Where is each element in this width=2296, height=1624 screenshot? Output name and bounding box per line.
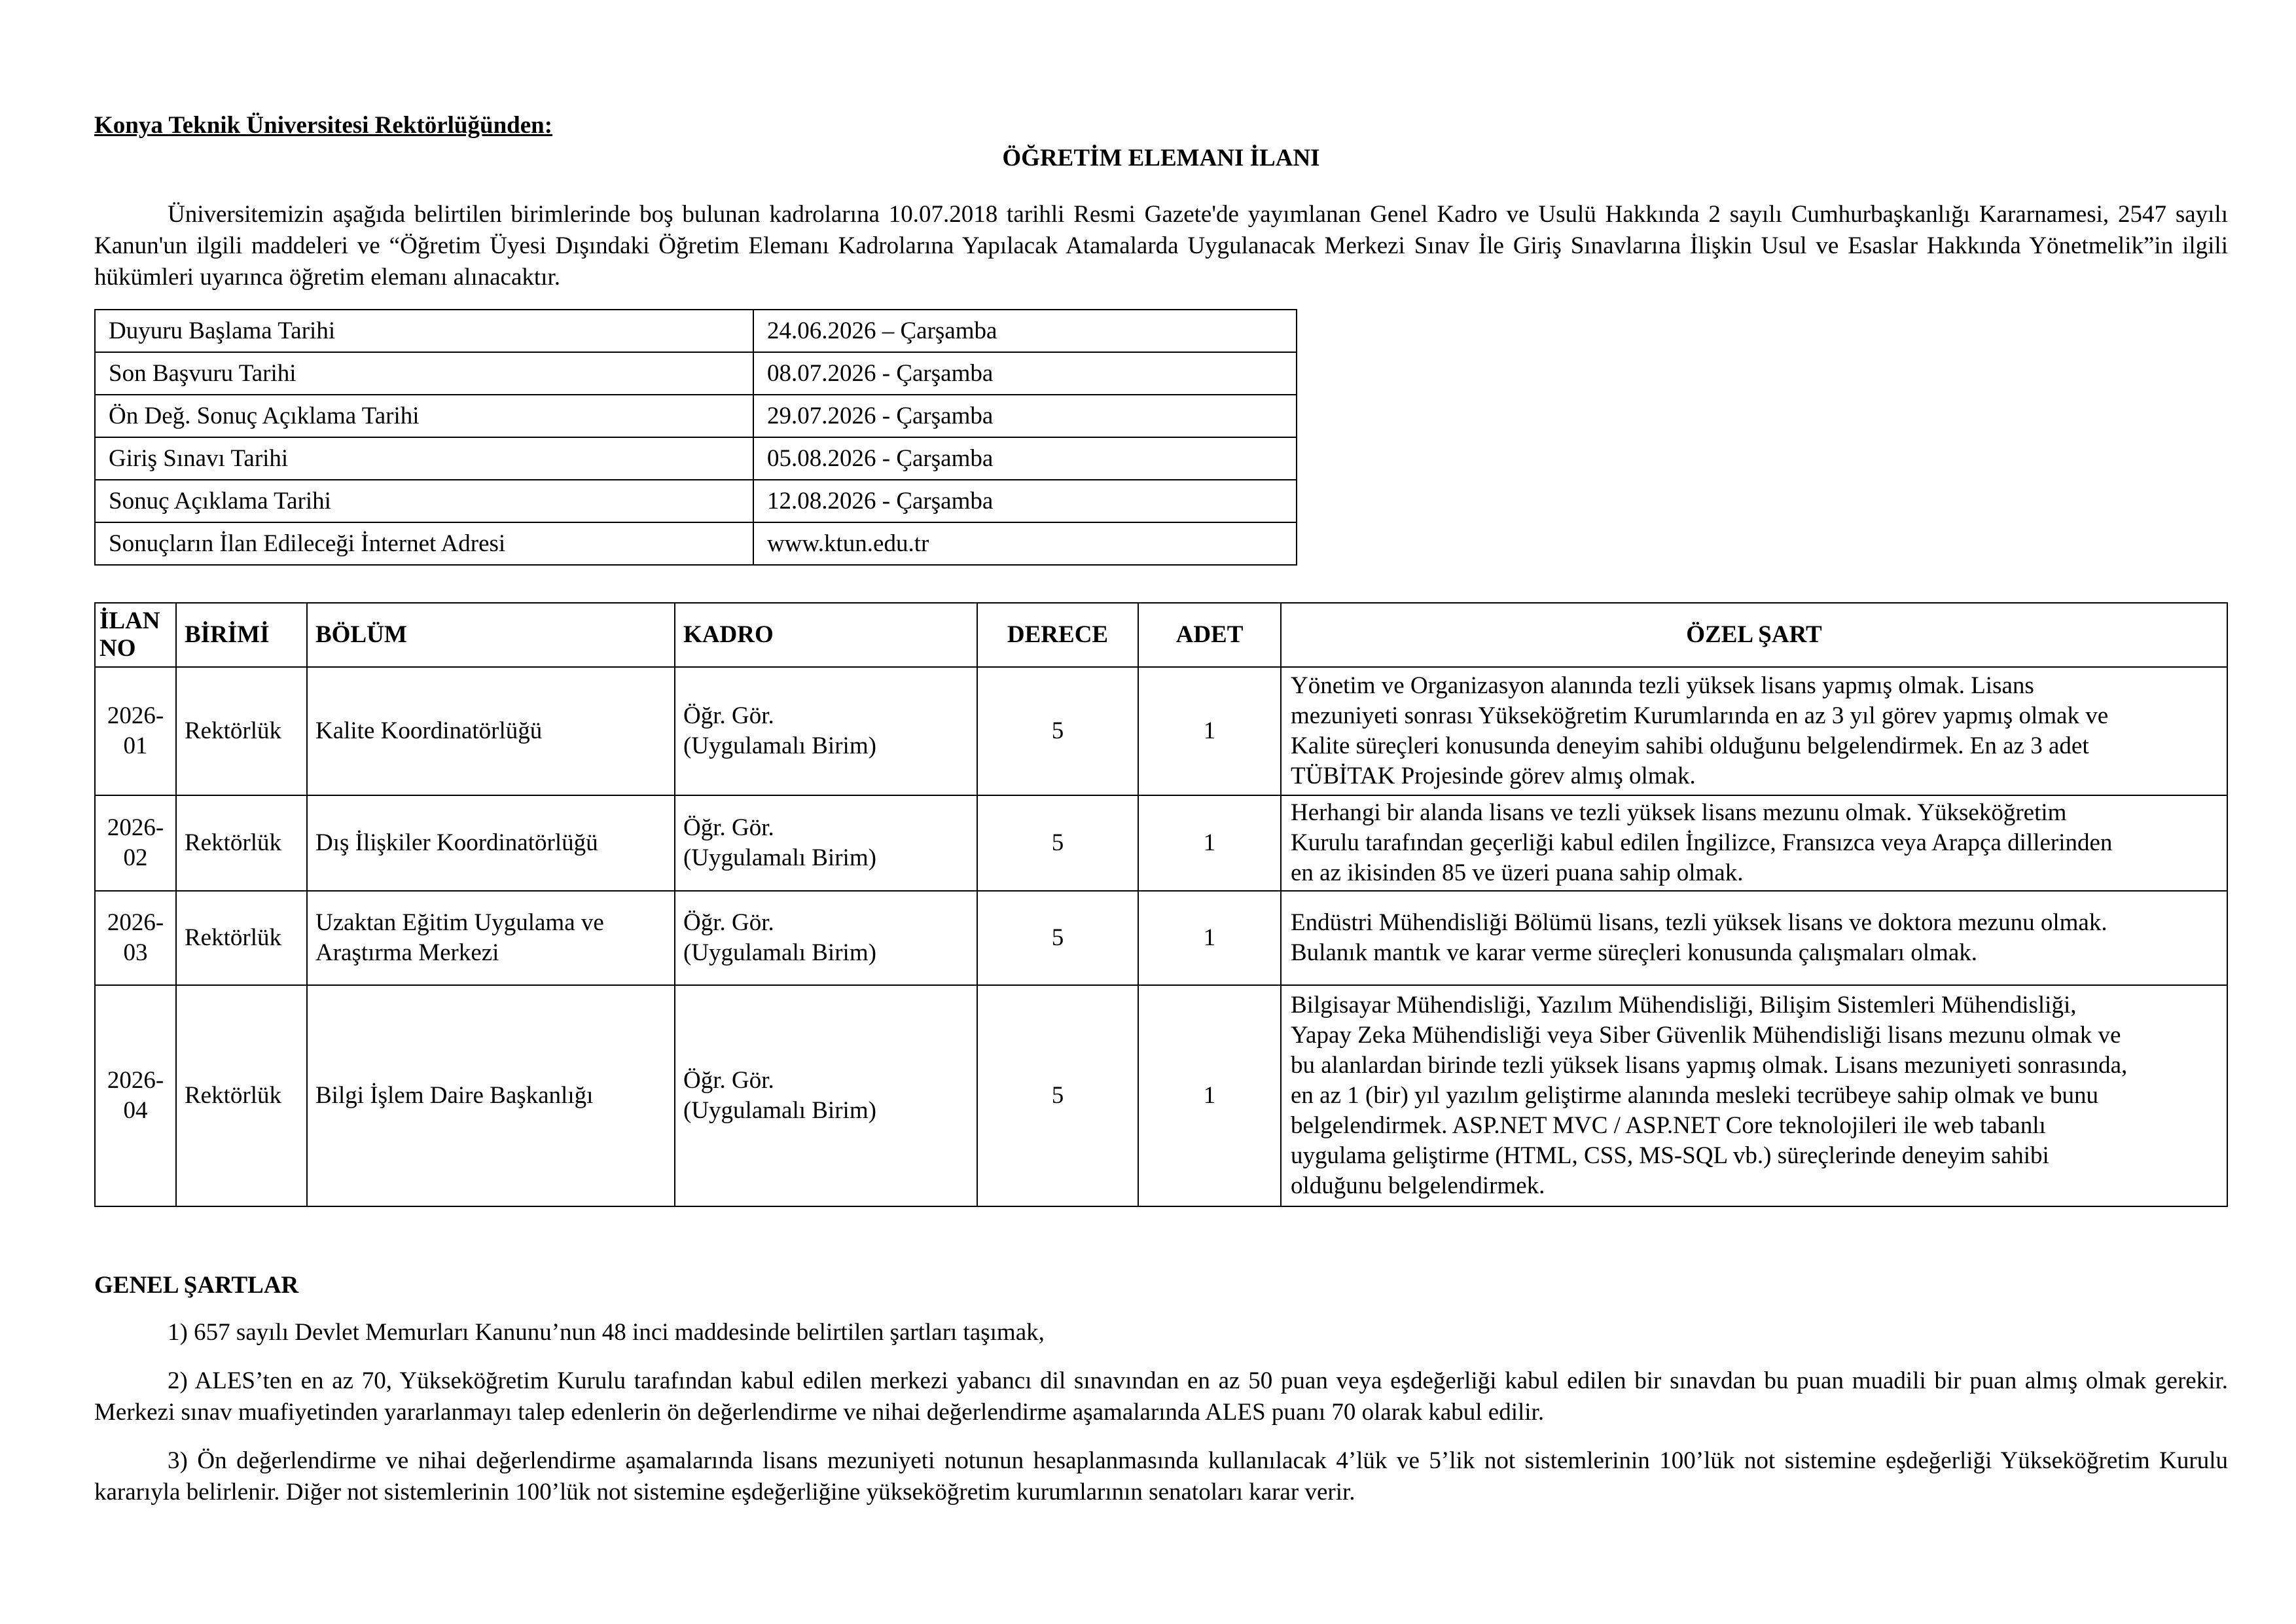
kadro-cell — [675, 891, 977, 985]
date-value: 08.07.2026 - Çarşamba — [753, 352, 1297, 395]
ozel-sart-line: uygulama geliştirme (HTML, CSS, MS-SQL vb.) süreçlerinde deneyim sahibi — [1291, 1142, 2049, 1169]
general-condition-item: 3) Ön değerlendirme ve nihai değerlendirme aşamalarında lisans mezuniyeti notunun hesaplanmasında kullanılacak 4’lük ve 5’lik not sistemlerinin 100’lük not sistemine eşdeğerliği Yükseköğretim Kurulu kararıyla belirlenir. Diğer not sistemlerinin 100’lük not sistemine eşdeğerliğine yükseköğretim kurumlarının senatoları karar verir. — [94, 1447, 2228, 1506]
date-row — [95, 437, 1297, 480]
ilan-no-seq: 01 — [123, 732, 148, 759]
col-ozel-sart: ÖZEL ŞART — [1281, 603, 2227, 667]
kadro-line: Öğr. Gör. — [683, 909, 774, 936]
ozel-sart-line: bu alanlardan birinde tezli yüksek lisans yapmış olmak. Lisans mezuniyeti sonrasında, — [1291, 1052, 2128, 1079]
table-row — [95, 667, 2227, 795]
ilan-no-cell — [95, 667, 176, 795]
derece-cell: 5 — [977, 891, 1138, 985]
ozel-sart-line: TÜBİTAK Projesinde görev almış olmak. — [1291, 763, 1696, 789]
ilan-no-cell — [95, 795, 176, 891]
ilan-no-cell — [95, 985, 176, 1206]
date-label: Sonuçların İlan Edileceği İnternet Adresi — [95, 522, 753, 565]
intro-paragraph: Üniversitemizin aşağıda belirtilen birimlerinde boş bulunan kadrolarına 10.07.2018 tarihli Resmi Gazete'de yayımlanan Genel Kadro ve Usulü Hakkında 2 sayılı Cumhurbaşkanlığı Kararnamesi, 2547 sayılı Kanun'un ilgili maddeleri ve “Öğretim Üyesi Dışındaki Öğretim Elemanı Kadrolarına Yapılacak Atamalarda Uygulanacak Merkezi Sınav İle Giriş Sınavlarına İlişkin Usul ve Esaslar Hakkında Yönetmelik”in ilgili hükümleri uyarınca öğretim elemanı alınacaktır. — [94, 201, 2228, 291]
positions-header-row — [95, 603, 2227, 667]
ozel-sart-line: en az ikisinden 85 ve üzeri puana sahip olmak. — [1291, 859, 1744, 886]
dates-table — [94, 309, 1297, 566]
ozel-sart-line: Herhangi bir alanda lisans ve tezli yüksek lisans mezunu olmak. Yükseköğretim — [1291, 799, 2067, 826]
kadro-line: (Uygulamalı Birim) — [683, 732, 876, 759]
date-value: 24.06.2026 – Çarşamba — [753, 310, 1297, 352]
kadro-cell — [675, 795, 977, 891]
derece-cell: 5 — [977, 985, 1138, 1206]
kadro-line: Öğr. Gör. — [683, 702, 774, 729]
ilan-no-seq: 03 — [123, 939, 148, 966]
adet-cell: 1 — [1138, 795, 1281, 891]
ozel-sart-line: Bilgisayar Mühendisliği, Yazılım Mühendisliği, Bilişim Sistemleri Mühendisliği, — [1291, 992, 2077, 1019]
date-row — [95, 480, 1297, 522]
col-birimi: BİRİMİ — [176, 603, 307, 667]
col-ilan-no-line1: İLAN — [99, 607, 160, 634]
derece-cell: 5 — [977, 667, 1138, 795]
col-kadro: KADRO — [675, 603, 977, 667]
birimi-cell: Rektörlük — [176, 985, 307, 1206]
ozel-sart-line: Endüstri Mühendisliği Bölümü lisans, tezli yüksek lisans ve doktora mezunu olmak. — [1291, 909, 2108, 936]
kadro-line: Öğr. Gör. — [683, 814, 774, 841]
date-row — [95, 522, 1297, 565]
table-row — [95, 795, 2227, 891]
bolum-line: Kalite Koordinatörlüğü — [315, 717, 543, 744]
ilan-no-year: 2026- — [107, 1067, 164, 1094]
birimi-cell: Rektörlük — [176, 891, 307, 985]
document-page — [94, 111, 2228, 1508]
bolum-cell — [307, 795, 675, 891]
general-condition-item: 2) ALES’ten en az 70, Yükseköğretim Kurulu tarafından kabul edilen merkezi yabancı dil sınavından en az 50 puan veya eşdeğerliği kabul edilen bir sınavdan bu puan muadili bir puan almış olmak gerekir. Merkezi sınav muafiyetinden yararlanmayı talep edenlerin ön değerlendirme ve nihai değerlendirme aşamalarında ALES puanı 70 olarak kabul edilir. — [94, 1367, 2228, 1426]
general-condition-item: 1) 657 sayılı Devlet Memurları Kanunu’nun 48 inci maddesinde belirtilen şartları taşımak, — [168, 1319, 1045, 1346]
bolum-line: Araştırma Merkezi — [315, 939, 499, 966]
website-link[interactable]: www.ktun.edu.tr — [753, 522, 1297, 565]
bolum-line: Bilgi İşlem Daire Başkanlığı — [315, 1082, 594, 1109]
date-row — [95, 310, 1297, 352]
kadro-line: Öğr. Gör. — [683, 1067, 774, 1094]
adet-cell: 1 — [1138, 891, 1281, 985]
ozel-sart-line: Yapay Zeka Mühendisliği veya Siber Güvenlik Mühendisliği lisans mezunu olmak ve — [1291, 1022, 2121, 1049]
kadro-line: (Uygulamalı Birim) — [683, 1097, 876, 1124]
ozel-sart-line: Kalite süreçleri konusunda deneyim sahibi olduğunu belgelendirmek. En az 3 adet — [1291, 732, 2089, 759]
issuer-header: Konya Teknik Üniversitesi Rektörlüğünden: — [94, 112, 553, 139]
ozel-sart-cell — [1281, 891, 2227, 985]
bolum-line: Dış İlişkiler Koordinatörlüğü — [315, 829, 598, 856]
date-label: Giriş Sınavı Tarihi — [95, 437, 753, 480]
date-label: Duyuru Başlama Tarihi — [95, 310, 753, 352]
positions-table — [94, 602, 2228, 1207]
ilan-no-year: 2026- — [107, 702, 164, 729]
derece-cell: 5 — [977, 795, 1138, 891]
birimi-cell: Rektörlük — [176, 667, 307, 795]
date-label: Son Başvuru Tarihi — [95, 352, 753, 395]
ilan-no-seq: 02 — [123, 844, 148, 871]
date-value: 05.08.2026 - Çarşamba — [753, 437, 1297, 480]
adet-cell: 1 — [1138, 985, 1281, 1206]
general-conditions-heading: GENEL ŞARTLAR — [94, 1272, 299, 1299]
adet-cell: 1 — [1138, 667, 1281, 795]
col-adet: ADET — [1138, 603, 1281, 667]
ozel-sart-line: Kurulu tarafından geçerliği kabul edilen İngilizce, Fransızca veya Arapça dillerinden — [1291, 829, 2113, 856]
ozel-sart-line: Yönetim ve Organizasyon alanında tezli yüksek lisans yapmış olmak. Lisans — [1291, 672, 2034, 699]
date-label: Ön Değ. Sonuç Açıklama Tarihi — [95, 395, 753, 437]
col-derece: DERECE — [977, 603, 1138, 667]
ilan-no-seq: 04 — [123, 1097, 148, 1124]
bolum-cell — [307, 891, 675, 985]
table-row — [95, 891, 2227, 985]
ozel-sart-cell — [1281, 795, 2227, 891]
birimi-cell: Rektörlük — [176, 795, 307, 891]
bolum-line: Uzaktan Eğitim Uygulama ve — [315, 909, 604, 936]
kadro-cell — [675, 985, 977, 1206]
table-row — [95, 985, 2227, 1206]
col-ilan-no-line2: NO — [99, 635, 136, 662]
ilan-no-cell — [95, 891, 176, 985]
date-value: 12.08.2026 - Çarşamba — [753, 480, 1297, 522]
bolum-cell — [307, 667, 675, 795]
col-ilan-no — [95, 603, 176, 667]
ozel-sart-cell — [1281, 667, 2227, 795]
ozel-sart-cell — [1281, 985, 2227, 1206]
date-row — [95, 352, 1297, 395]
kadro-cell — [675, 667, 977, 795]
ozel-sart-line: belgelendirmek. ASP.NET MVC / ASP.NET Core teknolojileri ile web tabanlı — [1291, 1112, 2046, 1139]
date-row — [95, 395, 1297, 437]
date-value: 29.07.2026 - Çarşamba — [753, 395, 1297, 437]
ilan-no-year: 2026- — [107, 814, 164, 841]
date-label: Sonuç Açıklama Tarihi — [95, 480, 753, 522]
ozel-sart-line: en az 1 (bir) yıl yazılım geliştirme alanında mesleki tecrübeye sahip olmak ve bunu — [1291, 1082, 2098, 1109]
ozel-sart-line: Bulanık mantık ve karar verme süreçleri konusunda çalışmaları olmak. — [1291, 939, 1978, 966]
ozel-sart-line: mezuniyeti sonrası Yükseköğretim Kurumlarında en az 3 yıl görev yapmış olmak ve — [1291, 702, 2109, 729]
document-title: ÖĞRETİM ELEMANI İLANI — [1002, 145, 1320, 171]
ilan-no-year: 2026- — [107, 909, 164, 936]
ozel-sart-line: olduğunu belgelendirmek. — [1291, 1172, 1545, 1199]
bolum-cell — [307, 985, 675, 1206]
col-bolum: BÖLÜM — [307, 603, 675, 667]
kadro-line: (Uygulamalı Birim) — [683, 844, 876, 871]
kadro-line: (Uygulamalı Birim) — [683, 939, 876, 966]
